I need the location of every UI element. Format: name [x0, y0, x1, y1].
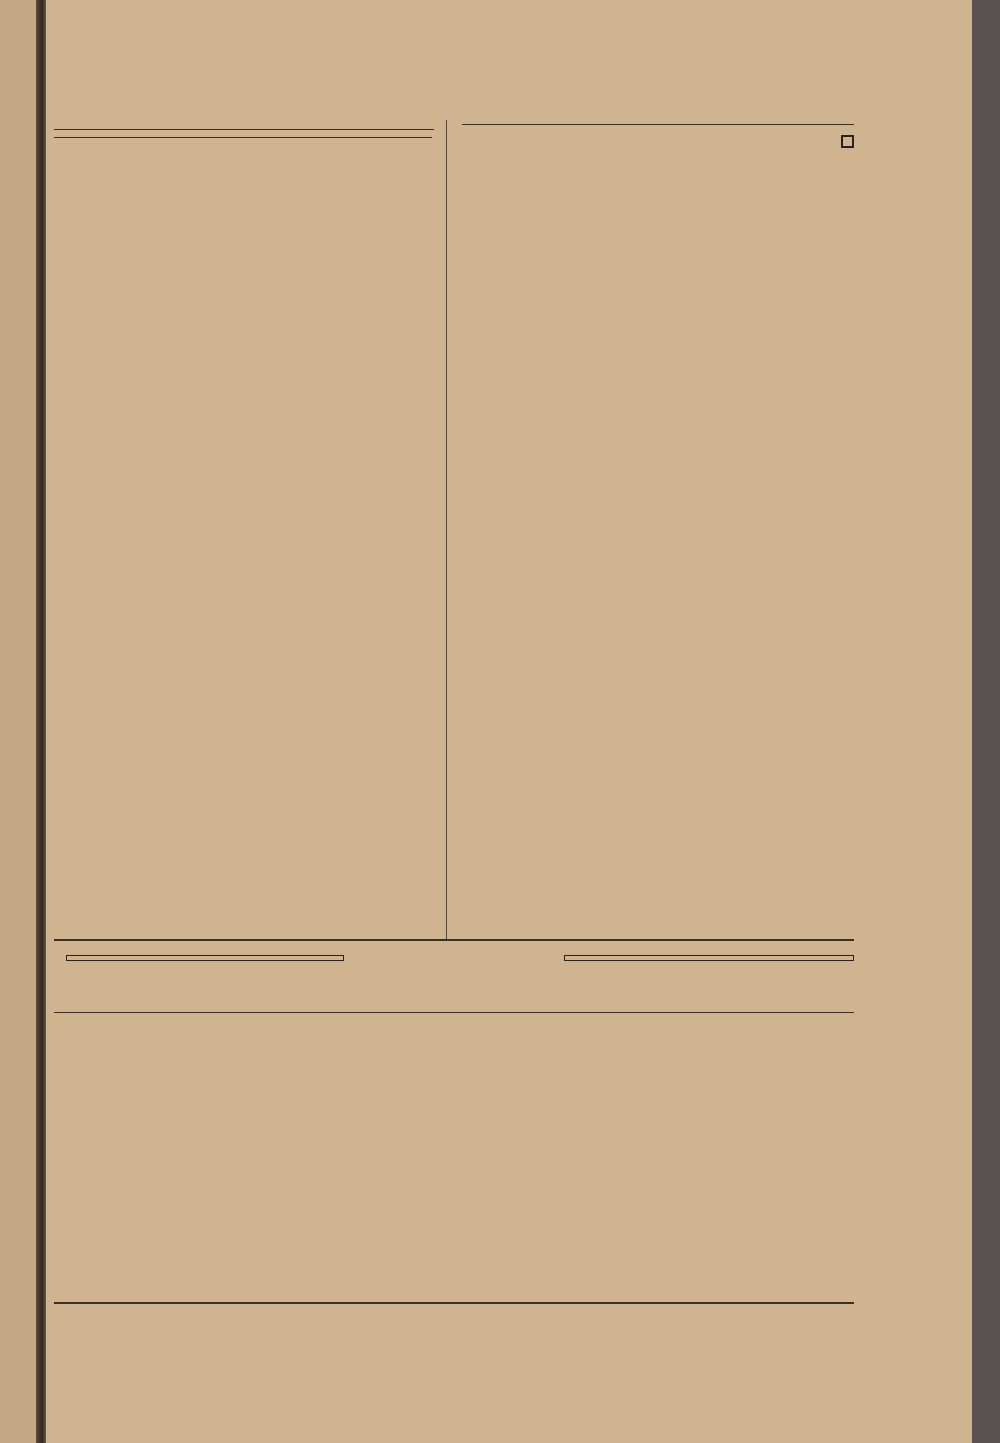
column-divider [446, 120, 447, 940]
heading-rule [54, 129, 434, 130]
left-column [54, 135, 432, 144]
scan-background [972, 0, 1000, 1443]
ads-bottom-rule [54, 1302, 854, 1304]
heading-underline [54, 137, 432, 138]
square-ornament-icon [841, 135, 854, 148]
ads-rule [54, 1012, 854, 1013]
book-gutter [36, 0, 46, 1443]
ads-inquiry-box [564, 955, 854, 961]
ads-price-box [66, 955, 344, 961]
ads-top-rule [54, 939, 854, 941]
right-column [462, 118, 854, 154]
previous-page-edge [0, 0, 40, 1443]
document-page [46, 0, 972, 1443]
section-rule [462, 124, 854, 125]
quittung-heading [462, 135, 854, 148]
